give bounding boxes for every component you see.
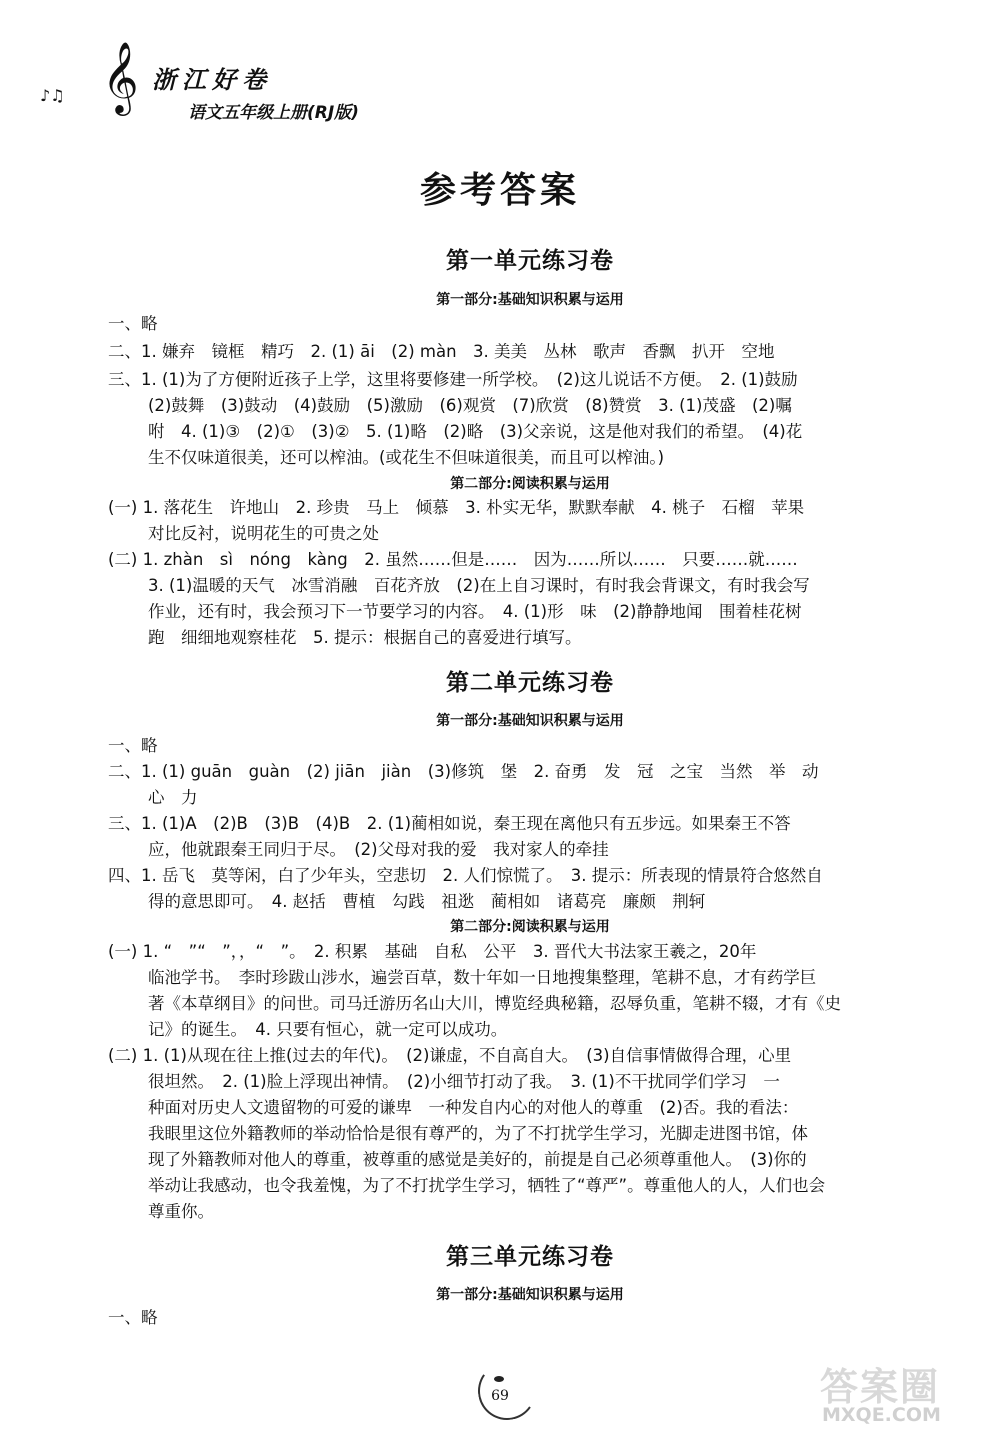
answer-line: 生不仅味道很美，还可以榨油。(或花生不但味道很美，而且可以榨油。) <box>148 448 665 467</box>
answer-line: 心 力 <box>148 788 198 807</box>
answer-line: 临池学书。 李时珍跋山涉水，遍尝百草，数十年如一日地搜集整理，笔耕不息，才有药学巨 <box>148 968 817 987</box>
watermark-url: MXQE.COM <box>822 1404 941 1426</box>
answer-line: 很坦然。 2. (1)脸上浮现出神情。 (2)小细节打动了我。 3. (1)不干扰同学们学习 一 <box>148 1072 780 1091</box>
answer-line: 我眼里这位外籍教师的举动恰恰是很有尊严的，为了不打扰学生学习，光脚走进图书馆，体 <box>148 1124 808 1143</box>
answer-line: 四、1. 岳飞 莫等闲，白了少年头，空悲切 2. 人们惊慌了。 3. 提示：所表现的情景符合悠然自 <box>108 866 823 885</box>
music-notes-icon: ♪♫ <box>40 86 65 105</box>
answer-line: 记》的诞生。 4. 只要有恒心，就一定可以成功。 <box>148 1020 508 1039</box>
answer-line: (2)鼓舞 (3)鼓动 (4)鼓励 (5)激励 (6)观赏 (7)欣赏 (8)赞赏 3. (1)茂盛 (2)嘱 <box>148 396 792 415</box>
answer-line: (二) 1. (1)从现在往上推(过去的年代)。 (2)谦虚，不自高自大。 (3)自信事情做得合理，心里 <box>108 1046 792 1065</box>
book-header <box>100 40 420 126</box>
unit-1-part-2-title: 第二部分:阅读积累与运用 <box>450 476 610 492</box>
answer-line: 应，他就跟秦王同归于尽。 (2)父母对我的爱 我对家人的牵挂 <box>148 840 609 859</box>
answer-line: 三、1. (1)为了方便附近孩子上学，这里将要修建一所学校。 (2)这儿说话不方便。 2. (1)鼓励 <box>108 370 798 389</box>
watermark-logo: 答案圈 <box>820 1365 941 1409</box>
book-subtitle: 语文五年级上册(RJ版) <box>188 103 359 123</box>
answer-line: 3. (1)温暖的天气 冰雪消融 百花齐放 (2)在上自习课时，有时我会背课文，有时我会写 <box>148 576 810 595</box>
answer-line: 尊重你。 <box>148 1202 214 1221</box>
answer-line: 一、略 <box>108 736 158 755</box>
answer-line: 二、1. 嫌弃 镜框 精巧 2. (1) āi (2) màn 3. 美美 丛林 歌声 香飘 扒开 空地 <box>108 342 775 361</box>
answer-line: 一、略 <box>108 314 158 333</box>
unit-3-part-1-title: 第一部分:基础知识积累与运用 <box>436 1287 624 1303</box>
answer-line: (一) 1. “ ”“ ”，，“ ”。 2. 积累 基础 自私 公平 3. 晋代大书法家王羲之，20年 <box>108 942 757 961</box>
answer-line: (二) 1. zhàn sì nóng kàng 2. 虽然……但是…… 因为……所以…… 只要……就…… <box>108 550 798 569</box>
answer-line: 现了外籍教师对他人的尊重，被尊重的感觉是美好的，前提是自己必须尊重他人。 (3)你的 <box>148 1150 807 1169</box>
unit-2-title: 第二单元练习卷 <box>446 670 614 696</box>
page-title: 参考答案 <box>419 170 580 211</box>
series-brand: 浙江好卷 <box>152 65 272 94</box>
answer-line: 著《本草纲目》的问世。司马迁游历名山大川，博览经典秘籍，忍辱负重，笔耕不辍，才有《史 <box>148 994 841 1013</box>
page-number: 69 <box>491 1388 509 1404</box>
answer-line: 得的意思即可。 4. 赵括 曹植 勾践 祖逖 蔺相如 诸葛亮 廉颇 荆轲 <box>148 892 706 911</box>
answer-line: 三、1. (1)A (2)B (3)B (4)B 2. (1)蔺相如说，秦王现在离他只有五步远。如果秦王不答 <box>108 814 791 833</box>
unit-1-title: 第一单元练习卷 <box>446 248 614 274</box>
answer-line: 对比反衬，说明花生的可贵之处 <box>148 524 379 543</box>
answer-line: 跑 细细地观察桂花 5. 提示：根据自己的喜爱进行填写。 <box>148 628 582 647</box>
answer-line: 种面对历史人文遗留物的可爱的谦卑 一种发自内心的对他人的尊重 (2)否。我的看法： <box>148 1098 799 1117</box>
unit-3-title: 第三单元练习卷 <box>446 1244 614 1270</box>
answer-line: 一、略 <box>108 1308 158 1327</box>
answer-line: 二、1. (1) guān guàn (2) jiān jiàn (3)修筑 堡 2. 奋勇 发 冠 之宝 当然 举 动 <box>108 762 819 781</box>
treble-clef-icon: 𝄞 <box>102 40 139 113</box>
leaf-icon <box>494 1376 504 1382</box>
unit-1-part-1-title: 第一部分:基础知识积累与运用 <box>436 292 624 308</box>
answer-line: 咐 4. (1)③ (2)① (3)② 5. (1)略 (2)略 (3)父亲说，这是他对我们的希望。 (4)花 <box>148 422 803 441</box>
unit-2-part-1-title: 第一部分:基础知识积累与运用 <box>436 713 624 729</box>
answer-line: 举动让我感动，也令我羞愧，为了不打扰学生学习，牺牲了“尊严”。尊重他人的人，人们也会 <box>148 1176 826 1195</box>
unit-2-part-2-title: 第二部分:阅读积累与运用 <box>450 919 610 935</box>
answer-line: 作业，还有时，我会预习下一节要学习的内容。 4. (1)形 味 (2)静静地闻 围着桂花树 <box>148 602 802 621</box>
answer-line: (一) 1. 落花生 许地山 2. 珍贵 马上 倾慕 3. 朴实无华，默默奉献 4. 桃子 石榴 苹果 <box>108 498 805 517</box>
